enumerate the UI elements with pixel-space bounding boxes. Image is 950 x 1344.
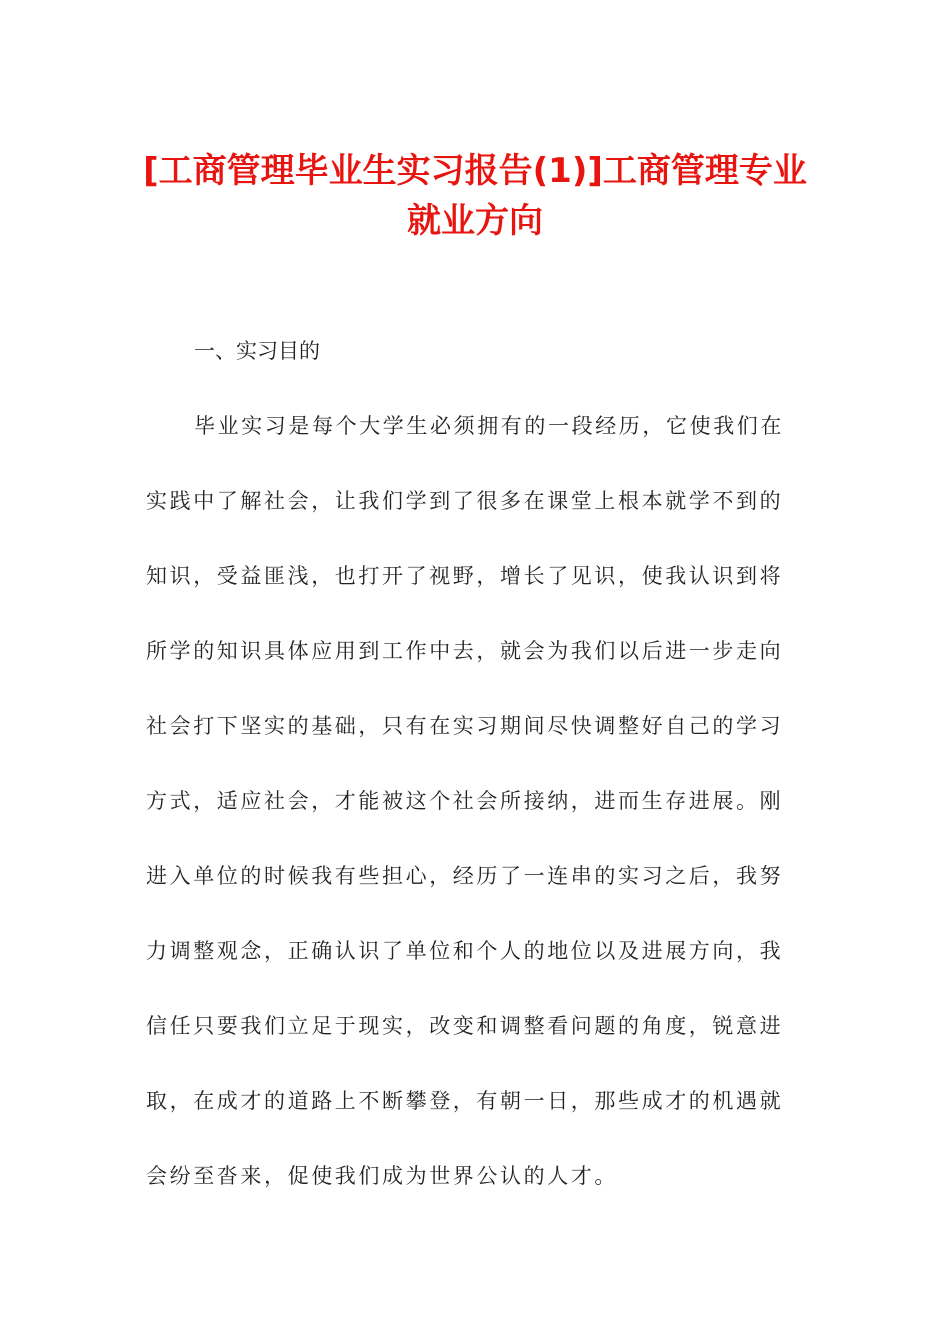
title-line-1: [工商管理毕业生实习报告(1)]工商管理专业 [143, 151, 807, 191]
paragraph-line-5: 社会打下坚实的基础，只有在实习期间尽快调整好自己的学习 [146, 714, 784, 738]
paragraph-line-3: 知识，受益匪浅，也打开了视野，增长了见识，使我认识到将 [146, 564, 784, 588]
paragraph-line-7: 进入单位的时候我有些担心，经历了一连串的实习之后，我努 [146, 864, 784, 888]
paragraph-line-4: 所学的知识具体应用到工作中去，就会为我们以后进一步走向 [146, 639, 784, 663]
paragraph-line-10: 取，在成才的道路上不断攀登，有朝一日，那些成才的机遇就 [146, 1089, 784, 1113]
section-heading: 一、实习目的 [194, 339, 320, 363]
paragraph-line-8: 力调整观念，正确认识了单位和个人的地位以及进展方向，我 [146, 939, 784, 963]
title-line-2: 就业方向 [407, 201, 543, 241]
paragraph-line-6: 方式，适应社会，才能被这个社会所接纳，进而生存进展。刚 [146, 789, 784, 813]
paragraph-line-2: 实践中了解社会，让我们学到了很多在课堂上根本就学不到的 [146, 489, 784, 513]
paragraph-line-11: 会纷至沓来，促使我们成为世界公认的人才。 [146, 1164, 618, 1188]
paragraph-line-1: 毕业实习是每个大学生必须拥有的一段经历，它使我们在 [194, 414, 784, 438]
paragraph-line-9: 信任只要我们立足于现实，改变和调整看问题的角度，锐意进 [146, 1014, 784, 1038]
body-paragraph [146, 407, 796, 1232]
document-body [146, 332, 796, 1232]
document-title [100, 146, 850, 246]
